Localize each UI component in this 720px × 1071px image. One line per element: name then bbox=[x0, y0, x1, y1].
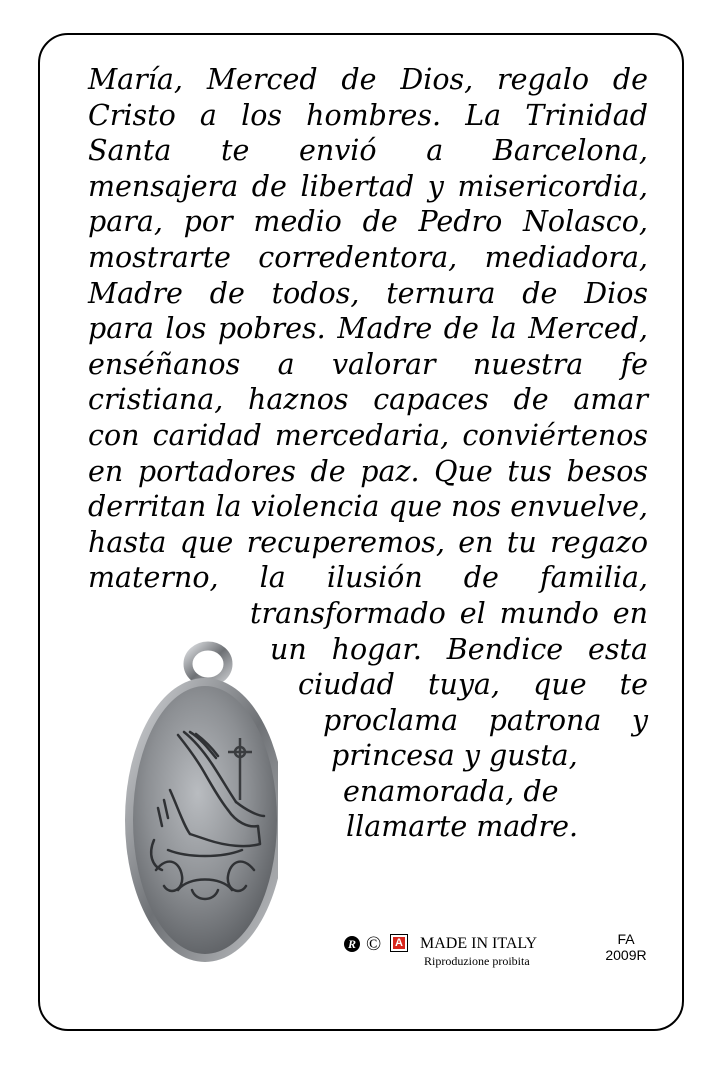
prayer-line: con caridad mercedaria, conviértenos bbox=[88, 418, 648, 452]
prayer-line: hasta que recuperemos, en tu regazo bbox=[88, 525, 648, 559]
prayer-line: mostrarte corredentora, mediadora, bbox=[88, 240, 648, 274]
prayer-line: en portadores de paz. Que tus besos bbox=[88, 454, 648, 488]
product-code-line1: FA bbox=[617, 931, 635, 947]
prayer-line: para, por medio de Pedro Nolasco, bbox=[88, 205, 648, 239]
made-in-italy: MADE IN ITALY bbox=[420, 935, 538, 952]
prayer-line: enamorada, de bbox=[343, 774, 559, 808]
prayer-line: princesa y gusta, bbox=[331, 739, 578, 773]
a-logo-icon bbox=[390, 934, 408, 952]
a-logo-letter: A bbox=[393, 937, 405, 949]
brand-logo-icon: R bbox=[344, 936, 360, 952]
praying-hands-medal-icon bbox=[108, 640, 278, 970]
prayer-line: transformado el mundo en bbox=[250, 596, 648, 630]
prayer-line: mensajera de libertad y misericordia, bbox=[88, 169, 648, 203]
prayer-line: proclama patrona y bbox=[323, 703, 648, 737]
copyright-symbol: © bbox=[366, 933, 382, 955]
prayer-line: Santa te envió a Barcelona, bbox=[88, 134, 648, 168]
reproduction-notice: Riproduzione proibita bbox=[424, 954, 530, 968]
prayer-line: un hogar. Bendice esta bbox=[270, 632, 648, 666]
prayer-line: materno, la ilusión de familia, bbox=[88, 561, 648, 595]
prayer-line: cristiana, haznos capaces de amar bbox=[88, 383, 648, 417]
prayer-line: para los pobres. Madre de la Merced, bbox=[88, 312, 648, 346]
product-code-line2: 2009R bbox=[605, 947, 647, 963]
prayer-line: Madre de todos, ternura de Dios bbox=[88, 276, 648, 310]
product-code bbox=[600, 931, 652, 963]
prayer-line: llamarte madre. bbox=[346, 810, 579, 844]
prayer-line: ciudad tuya, que te bbox=[298, 668, 648, 702]
prayer-line: María, Merced de Dios, regalo de bbox=[88, 63, 648, 96]
prayer-line: Cristo a los hombres. La Trinidad bbox=[88, 98, 648, 132]
prayer-line: derritan la violencia que nos envuelve, bbox=[88, 490, 648, 524]
prayer-line: enséñanos a valorar nuestra fe bbox=[88, 347, 648, 381]
